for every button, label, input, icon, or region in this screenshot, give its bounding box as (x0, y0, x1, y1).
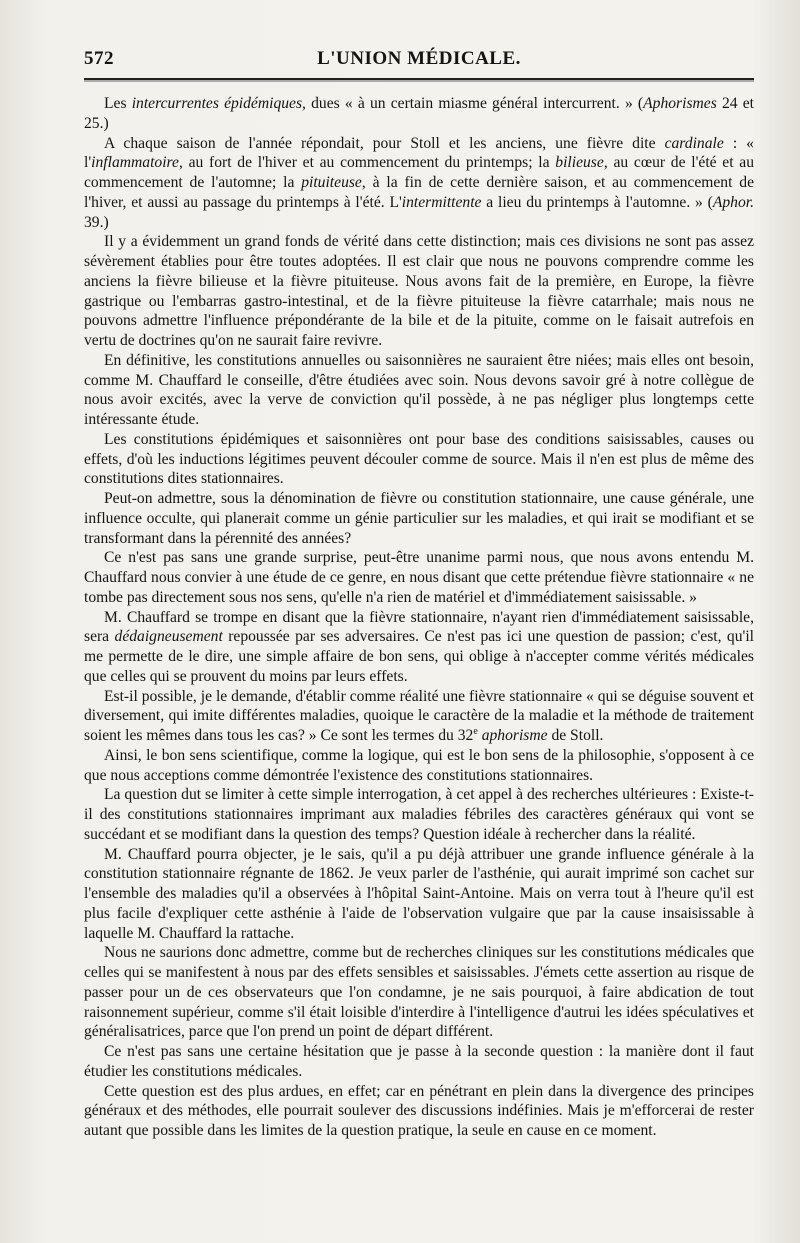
paragraph (84, 608, 754, 687)
paragraph (84, 845, 754, 944)
text-run: a lieu du printemps à l'automne. » ( (481, 193, 713, 211)
italic-text: inflammatoire (91, 154, 179, 172)
paragraph (84, 1082, 754, 1141)
paragraph (84, 687, 754, 746)
italic-text: intercurrentes épidémiques, (131, 95, 306, 112)
text-run: , au fort de l'hiver et au commencement du printemps; la (178, 154, 556, 172)
page-number: 572 (84, 48, 114, 69)
text-run: Ce n'est pas sans une grande surprise, peut-être unanime parmi nous, que nous avons entendu M. Chauffard nous convier à une étude de ce genre, en nous disant que cette prétendue fièvre stationnaire « ne tombe pas directement sous nos sens, qu'elle n'a rien de matériel et d'immédiatement saisissable. » (84, 549, 754, 606)
italic-text: Aphor. (712, 193, 754, 211)
italic-text: cardinale (664, 134, 724, 152)
italic-text: aphorisme (481, 727, 548, 744)
text-run: 39.) (84, 213, 109, 231)
text-run: La question dut se limiter à cette simple interrogation, à cet appel à des recherches ultérieures : Existe-t-il des constitutions stationnaires imprimant aux maladies fébriles des caractères généraux qui vont se succédant et se modifiant dans la question des temps? Question idéale à rechercher dans la réalité. (84, 786, 754, 843)
paragraph (84, 232, 754, 351)
text-run: M. Chauffard pourra objecter, je le sais, qu'il a pu déjà attribuer une grande influence générale à la constitution stationnaire régnante de 1862. Je veux parler de l'asthénie, qui aurait imprimé son cachet sur l'ensemble des maladies qu'il a observées à l'hôpital Saint-Antoine. Mais on verra tout à l'heure qu'il est plus facile d'expliquer cette asthénie à l'aide de l'observation vulgaire que par la cause insaisissable à laquelle M. Chauffard la rattache. (84, 845, 754, 942)
italic-text: dédaigneusement (114, 628, 223, 646)
text-run: Peut-on admettre, sous la dénomination de fièvre ou constitution stationnaire, une cause générale, une influence occulte, qui planerait comme un génie particulier sur les maladies, et qui irait se modifiant et se transformant dans la pérennité des années? (84, 490, 754, 547)
paragraph (84, 134, 754, 233)
paragraph (84, 943, 754, 1042)
text-run: A chaque saison de l'année répondait, pour Stoll et les anciens, une fièvre dite (104, 134, 665, 152)
superscript-text: e (473, 725, 478, 737)
paragraph (84, 548, 754, 607)
text-run: Il y a évidemment un grand fonds de vérité dans cette distinction; mais ces divisions ne sont pas assez sévèrement établies pour être toutes adoptées. Il est clair que nous ne pouvons comprendre comme les anciens la fièvre bilieuse et la fièvre pituiteuse. Nous avons fait de la première, en Europe, la fièvre gastrique ou l'embarras gastro-intestinal, et de la fièvre pituiteuse la fièvre catarrhale; mais nous ne pouvons admettre l'influence prépondérante de la bile et de la pituite, comme on le faisait autrefois en vertu de doctrines qu'on ne saurait faire revivre. (84, 233, 754, 349)
text-run: En définitive, les constitutions annuelles ou saisonnières ne sauraient être niées; mais elles ont besoin, comme M. Chauffard le conseille, d'être étudiées avec soin. Nous devons savoir gré à notre collègue de nous avoir excités, avec la verve de conviction qu'il possède, à ne pas négliger plus longtemps cette intéressante étude. (84, 351, 754, 428)
article-body (84, 94, 754, 1141)
page-header (84, 46, 754, 76)
italic-text: intermittente (401, 193, 482, 211)
text-run: Cette question est des plus ardues, en effet; car en pénétrant en plein dans la divergence des principes généraux et des méthodes, elle pourrait soulever des discussions indéfinies. Mais je m'efforcerai de rester autant que possible dans les limites de la question pratique, la seule en cause en ce moment. (84, 1082, 754, 1139)
running-title: L'UNION MÉDICALE. (317, 48, 521, 69)
text-run: , à la fin de cette dernière saison, et au commencement de l'hiver, et aussi au passage du printemps à l'été. L' (84, 174, 754, 211)
text-run: dues « à un certain miasme général intercurrent. » ( (305, 95, 644, 112)
paragraph (84, 1042, 754, 1082)
text-run: de Stoll. (547, 727, 604, 744)
paragraph (84, 785, 754, 844)
text-run: repoussée par ses adversaires. Ce n'est pas ici une question de passion; c'est, qu'il me permette de le dire, une simple affaire de bon sens, qui oblige à n'accepter comme vérités médicales que celles qui se prouvent du moins par leurs effets. (84, 628, 754, 685)
text-run: Nous ne saurions donc admettre, comme but de recherches cliniques sur les constitutions médicales que celles qui se manifestent à nous par des effets sensibles et saisissables. J'émets cette assertion au risque de passer pour un de ces observateurs que l'on condamne, je ne sais pourquoi, à faire abdication de tout raisonnement supérieur, comme s'il était loisible d'interdire à l'intelligence d'autrui les idées spéculatives et généralisatrices, parce que l'on prend un point de départ différent. (84, 944, 754, 1041)
italic-text: pituiteuse (301, 174, 362, 191)
text-run: Ce n'est pas sans une certaine hésitation que je passe à la seconde question : la manière dont il faut étudier les constitutions médicales. (84, 1043, 754, 1080)
italic-text: Aphorismes (643, 95, 717, 112)
paragraph (84, 94, 754, 134)
text-run: Ainsi, le bon sens scientifique, comme la logique, qui est le bon sens de la philosophie, s'opposent à ce que nous acceptions comme démontrée l'existence des constitutions stationnaires. (84, 746, 754, 784)
text-run: Est-il possible, je le demande, d'établir comme réalité une fièvre stationnaire « qui se déguise souvent et diversement, qui imite différentes maladies, quoique le caractère de la maladie et la méthode de traitement soient les mêmes dans tous les cas? » Ce sont les termes du 32 (84, 687, 754, 744)
paragraph (84, 351, 754, 430)
italic-text: bilieuse (555, 154, 604, 172)
text-run: , au cœur de l'été et au commencement de l'automne; la (84, 154, 755, 191)
text-run: Les constitutions épidémiques et saisonnières ont pour base des conditions saisissables, causes ou effets, d'où les inductions légitimes peuvent découler comme de source. Mais il n'en est plus de même des constitutions dites stationnaires. (84, 430, 754, 488)
text-run: M. Chauffard se trompe en disant que la fièvre stationnaire, n'ayant rien d'immédiatement saisissable, sera (84, 608, 754, 646)
paragraph (84, 489, 754, 548)
header-rule (84, 78, 754, 80)
text-run: Les (104, 95, 132, 112)
paragraph (84, 430, 754, 489)
text-run: : « l' (84, 134, 754, 172)
paragraph (84, 746, 754, 786)
text-run: 24 et 25.) (84, 95, 754, 132)
